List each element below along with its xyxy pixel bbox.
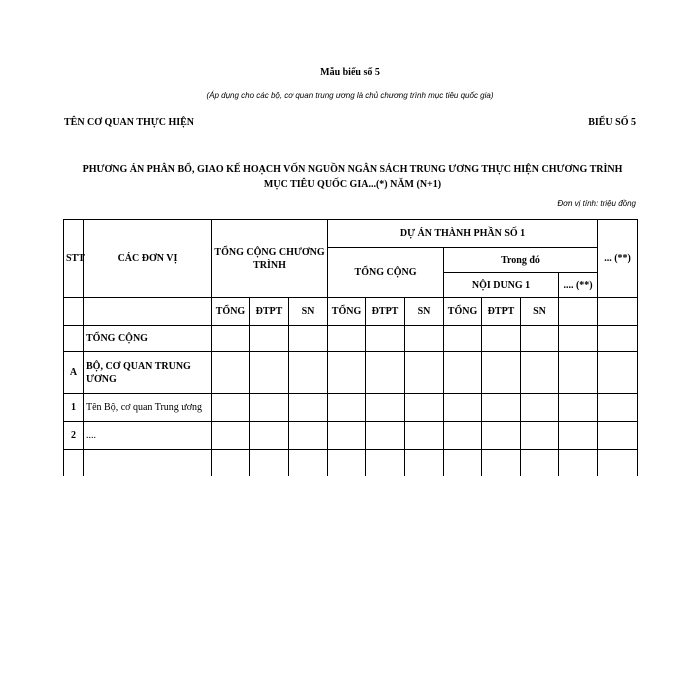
sub-header-total: TỔNG	[212, 298, 250, 326]
header-blank	[598, 298, 638, 326]
row-stt: 1	[64, 394, 84, 422]
main-title: PHƯƠNG ÁN PHÂN BỔ, GIAO KẾ HOẠCH VỐN NGUỒN NGÂN SÁCH TRUNG ƯƠNG THỰC HIỆN CHƯƠNG TRÌNH MỤC TIÊU QUỐC GIA...(*) NĂM (N+1)	[82, 164, 623, 190]
row-stt: A	[64, 352, 84, 394]
allocation-table	[63, 219, 638, 476]
header-program-total: TỔNG CỘNG CHƯƠNG TRÌNH	[212, 220, 328, 298]
unit-label: Đơn vị tính: triệu đồng	[557, 199, 636, 208]
header-project: DỰ ÁN THÀNH PHẦN SỐ 1	[328, 220, 598, 248]
sub-header-dtpt: ĐTPT	[482, 298, 521, 326]
form-title: Mẫu biểu số 5	[320, 67, 380, 78]
header-content-1: NỘI DUNG 1	[444, 273, 559, 298]
row-name	[84, 450, 212, 476]
row-stt	[64, 326, 84, 352]
row-name: TỔNG CỘNG	[84, 326, 212, 352]
form-subtitle: (Áp dụng cho các bộ, cơ quan trung ương là chủ chương trình mục tiêu quốc gia)	[206, 91, 494, 100]
row-name: Tên Bộ, cơ quan Trung ương	[84, 394, 212, 422]
sub-header-total: TỔNG	[444, 298, 482, 326]
sub-header-sn: SN	[289, 298, 328, 326]
sub-header-dtpt: ĐTPT	[250, 298, 289, 326]
table-row	[64, 422, 638, 450]
sub-header-total: TỔNG	[328, 298, 366, 326]
row-name: ....	[84, 422, 212, 450]
row-name: BỘ, CƠ QUAN TRUNG ƯƠNG	[84, 352, 212, 394]
row-stt	[64, 450, 84, 476]
header-project-total: TỔNG CỘNG	[328, 248, 444, 298]
header-extra: ... (**)	[598, 220, 638, 298]
sub-header-sn: SN	[521, 298, 559, 326]
agency-name: TÊN CƠ QUAN THỰC HIỆN	[64, 117, 195, 128]
table-row	[64, 450, 638, 476]
sub-header-dtpt: ĐTPT	[366, 298, 405, 326]
form-code: BIỂU SỐ 5	[588, 117, 636, 128]
sub-header-sn: SN	[405, 298, 444, 326]
header-blank	[64, 298, 84, 326]
header-blank	[84, 298, 212, 326]
table-row	[64, 352, 638, 394]
table-row	[64, 394, 638, 422]
header-of-which: Trong đó	[444, 248, 598, 273]
header-content-more: .... (**)	[559, 273, 598, 298]
row-stt: 2	[64, 422, 84, 450]
header-stt: STT	[64, 220, 84, 298]
table-row	[64, 326, 638, 352]
header-units: CÁC ĐƠN VỊ	[84, 220, 212, 298]
header-blank	[559, 298, 598, 326]
